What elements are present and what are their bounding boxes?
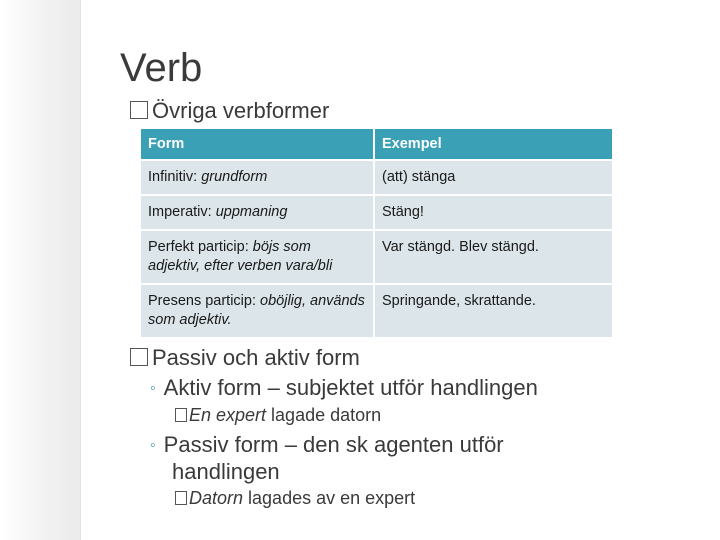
form-description: oböjlig, används som adjektiv. xyxy=(148,293,365,328)
square-bullet-icon xyxy=(175,491,187,505)
sub-bullet-text: Aktiv form – subjektet utför handlingen xyxy=(163,375,538,400)
sub-bullet-passiv xyxy=(150,432,620,485)
example-rest: lagade datorn xyxy=(266,405,382,425)
form-description: uppmaning xyxy=(215,204,288,220)
circle-bullet-icon: ◦ xyxy=(150,437,156,454)
left-divider-line xyxy=(80,0,81,540)
example-passiv xyxy=(175,488,415,509)
form-description: böjs som adjektiv, efter verben vara/bli xyxy=(148,239,333,274)
sub-bullet-text-continued: handlingen xyxy=(172,459,280,484)
header-form: Form xyxy=(140,128,374,160)
example-cell: Stäng! xyxy=(374,195,613,230)
example-rest: lagades av en expert xyxy=(243,488,416,508)
left-decorative-bar xyxy=(0,0,80,540)
slide-title: Verb xyxy=(120,46,203,90)
sub-bullet-text: Passiv form – den sk agenten utför xyxy=(163,432,504,457)
form-label: Imperativ: xyxy=(148,204,216,220)
form-label: Perfekt particip: xyxy=(148,239,253,255)
form-label: Infinitiv: xyxy=(148,169,202,185)
square-bullet-icon xyxy=(130,348,148,366)
example-cell: Springande, skrattande. xyxy=(374,284,613,338)
example-cell: Var stängd. Blev stängd. xyxy=(374,230,613,284)
form-description: grundform xyxy=(201,169,268,185)
table-header-row xyxy=(140,128,613,160)
form-cell xyxy=(140,284,374,338)
example-subject: Datorn xyxy=(189,488,244,508)
example-cell: (att) stänga xyxy=(374,160,613,195)
table-row xyxy=(140,284,613,338)
header-exempel: Exempel xyxy=(374,128,613,160)
bullet-ovriga-verbformer xyxy=(130,98,329,124)
form-cell xyxy=(140,195,374,230)
form-cell xyxy=(140,230,374,284)
verb-forms-table xyxy=(139,127,614,339)
circle-bullet-icon: ◦ xyxy=(150,380,156,397)
table-row xyxy=(140,230,613,284)
form-cell xyxy=(140,160,374,195)
sub-bullet-aktiv xyxy=(150,375,538,401)
example-subject: En expert xyxy=(189,405,267,425)
square-bullet-icon xyxy=(175,408,187,422)
bullet-passiv-aktiv xyxy=(130,345,360,371)
form-label: Presens particip: xyxy=(148,293,261,309)
bullet-text: Passiv och aktiv form xyxy=(152,345,360,370)
square-bullet-icon xyxy=(130,101,148,119)
table-row xyxy=(140,195,613,230)
example-aktiv xyxy=(175,405,381,426)
table-row xyxy=(140,160,613,195)
bullet-text: Övriga verbformer xyxy=(152,98,330,123)
